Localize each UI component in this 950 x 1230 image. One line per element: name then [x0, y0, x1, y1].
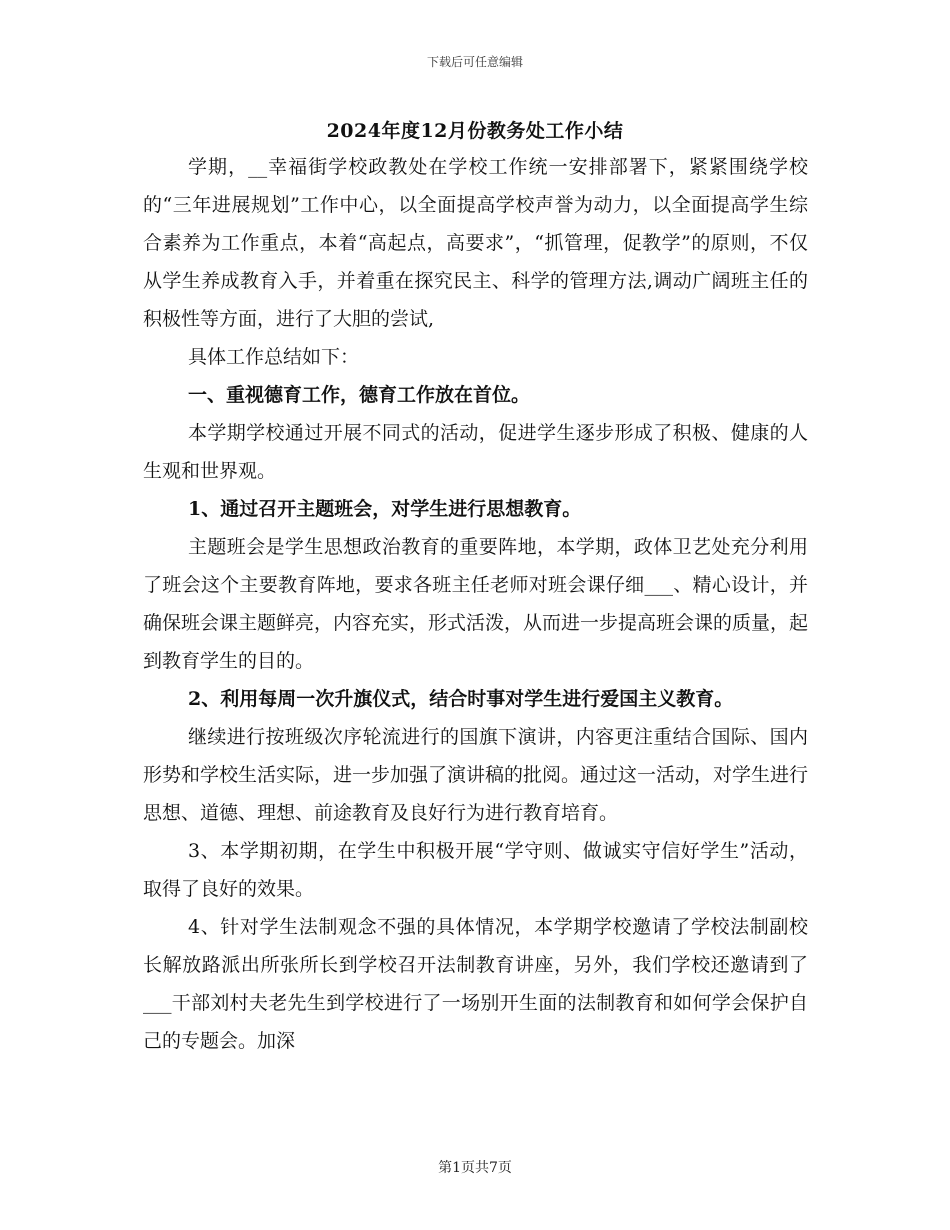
document-body	[143, 148, 808, 1060]
page-footer: 第1页共7页	[438, 1160, 512, 1176]
subsection-2-paragraph: 继续进行按班级次序轮流进行的国旗下演讲，内容更注重结合国际、国内形势和学校生活实际，进一步加强了演讲稿的批阅。通过这一活动，对学生进行思想、道德、理想、前途教育及良好行为进行教育培育。	[143, 726, 809, 824]
section-1-paragraph: 本学期学校通过开展不同式的活动，促进学生逐步形成了积极、健康的人生观和世界观。	[143, 422, 808, 482]
item-3-paragraph: 3、本学期初期，在学生中积极开展“学守则、做诚实守信好学生”活动，取得了良好的效果。	[143, 840, 808, 900]
subsection-heading-2: 2、利用每周一次升旗仪式，结合时事对学生进行爱国主义教育。	[188, 688, 734, 710]
subsection-heading-1: 1、通过召开主题班会，对学生进行思想教育。	[188, 498, 582, 520]
intro-paragraph: 学期，__幸福街学校政教处在学校工作统一安排部署下，紧紧围绕学校的“三年进展规划”工作中心，以全面提高学校声誉为动力，以全面提高学生综合素养为工作重点，本着“高起点，高要求”，“抓管理，促教学”的原则，不仅从学生养成教育入手，并着重在探究民主、科学的管理方法,调动广阔班主任的积极性等方面，进行了大胆的尝试,	[143, 156, 808, 330]
subsection-1-paragraph: 主题班会是学生思想政治教育的重要阵地，本学期，政体卫艺处充分利用了班会这个主要教育阵地，要求各班主任老师对班会课仔细___、精心设计，并确保班会课主题鲜亮，内容充实，形式活泼，从而进一步提高班会课的质量，起到教育学生的目的。	[143, 536, 809, 672]
document-title: 2024年度12月份教务处工作小结	[326, 120, 624, 142]
summary-lead-paragraph: 具体工作总结如下：	[188, 346, 360, 368]
header-note: 下载后可任意编辑	[426, 55, 523, 69]
item-4-paragraph: 4、针对学生法制观念不强的具体情况，本学期学校邀请了学校法制副校长解放路派出所张所长到学校召开法制教育讲座，另外，我们学校还邀请到了___干部刘村夫老先生到学校进行了一场别开生面的法制教育和如何学会保护自己的专题会。加深	[143, 916, 808, 1052]
section-heading-1: 一、重视德育工作，德育工作放在首位。	[188, 384, 531, 406]
